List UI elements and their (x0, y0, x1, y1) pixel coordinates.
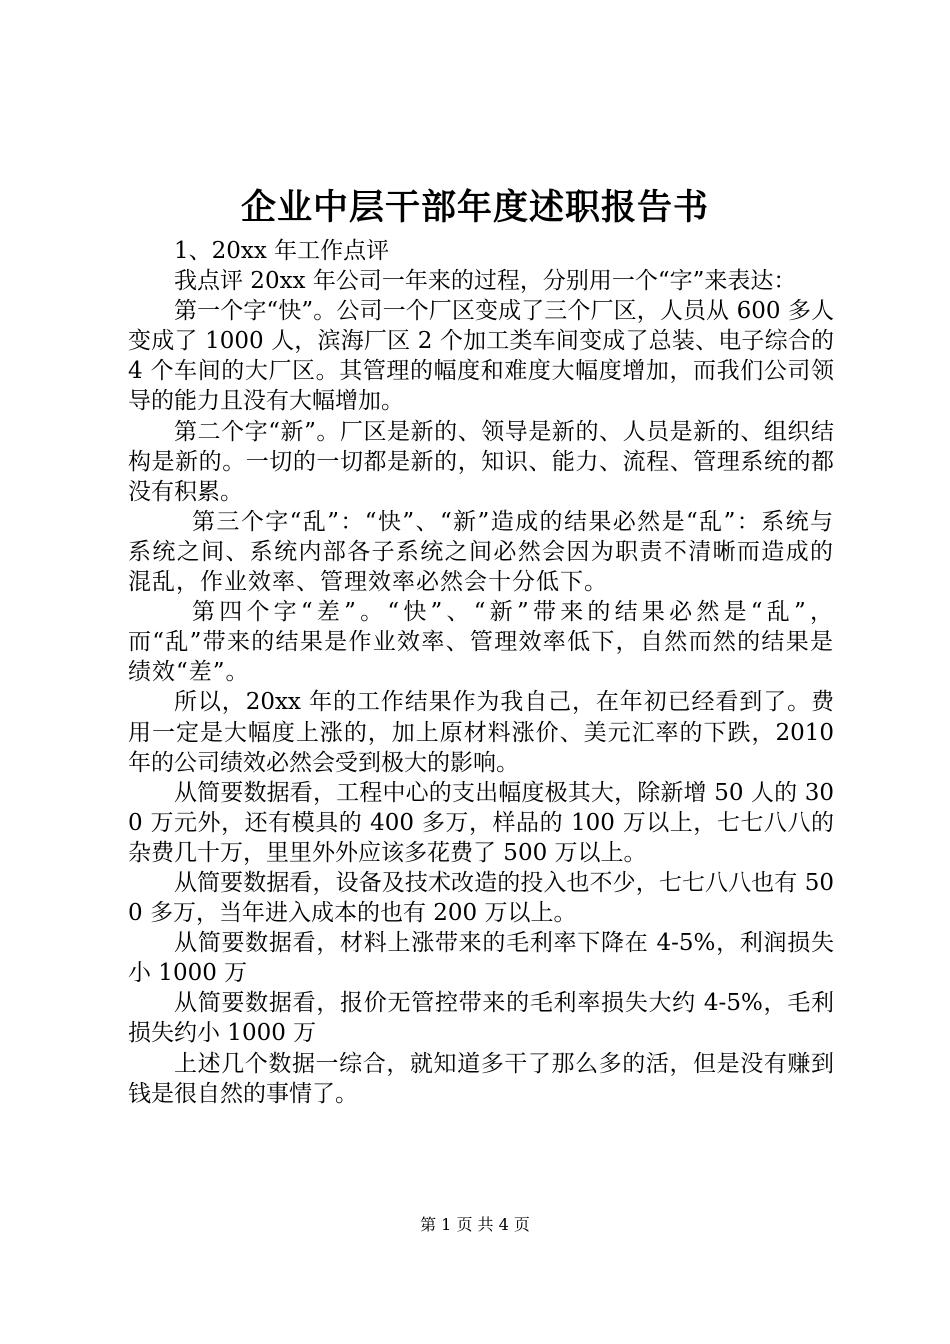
paragraph: 第二个字“新”。厂区是新的、领导是新的、人员是新的、组织结构是新的。一切的一切都是新的，知识、能力、流程、管理系统的都没有积累。 (128, 418, 834, 505)
paragraph: 从简要数据看，材料上涨带来的毛利率下降在 4-5%，利润损失小 1000 万 (128, 930, 834, 987)
document-title: 企业中层干部年度述职报告书 (240, 188, 709, 228)
paragraph: 所以，20xx 年的工作结果作为我自己，在年初已经看到了。费用一定是大幅度上涨的，加上原材料涨价、美元汇率的下跌，2010 年的公司绩效必然会受到极大的影响。 (128, 689, 834, 776)
paragraph: 第一个字“快”。公司一个厂区变成了三个厂区，人员从 600 多人变成了 1000 人，滨海厂区 2 个加工类车间变成了总装、电子综合的 4 个车间的大厂区。其管理的幅度和难度大幅度增加，而我们公司领导的能力且没有大幅增加。 (128, 298, 834, 415)
paragraph: 第三个字“乱”：“快”、“新”造成的结果必然是“乱”：系统与系统之间、系统内部各子系统之间必然会因为职责不清晰而造成的混乱，作业效率、管理效率必然会十分低下。 (128, 508, 834, 596)
section-heading: 1、20xx 年工作点评 (174, 238, 390, 264)
paragraph: 我点评 20xx 年公司一年来的过程，分别用一个“字”来表达： (174, 268, 797, 295)
paragraph: 从简要数据看，报价无管控带来的毛利率损失大约 4-5%，毛利损失约小 1000 万 (128, 990, 834, 1047)
paragraph: 从简要数据看，设备及技术改造的投入也不少，七七八八也有 500 多万，当年进入成本的也有 200 万以上。 (128, 869, 834, 927)
paragraph: 从简要数据看，工程中心的支出幅度极其大，除新增 50 人的 300 万元外，还有模具的 400 多万，样品的 100 万以上，七七八八的杂费几十万，里里外外应该多花费了 500 万以上。 (128, 779, 834, 866)
document-body (128, 236, 834, 1109)
paragraph: 第四个字“差”。“快”、“新”带来的结果必然是“乱”，而“乱”带来的结果是作业效率、管理效率低下，自然而然的结果是绩效“差”。 (128, 599, 834, 686)
paragraph: 上述几个数据一综合，就知道多干了那么多的活，但是没有赚到钱是很自然的事情了。 (128, 1050, 834, 1107)
page-footer: 第 1 页 共 4 页 (420, 1215, 530, 1234)
